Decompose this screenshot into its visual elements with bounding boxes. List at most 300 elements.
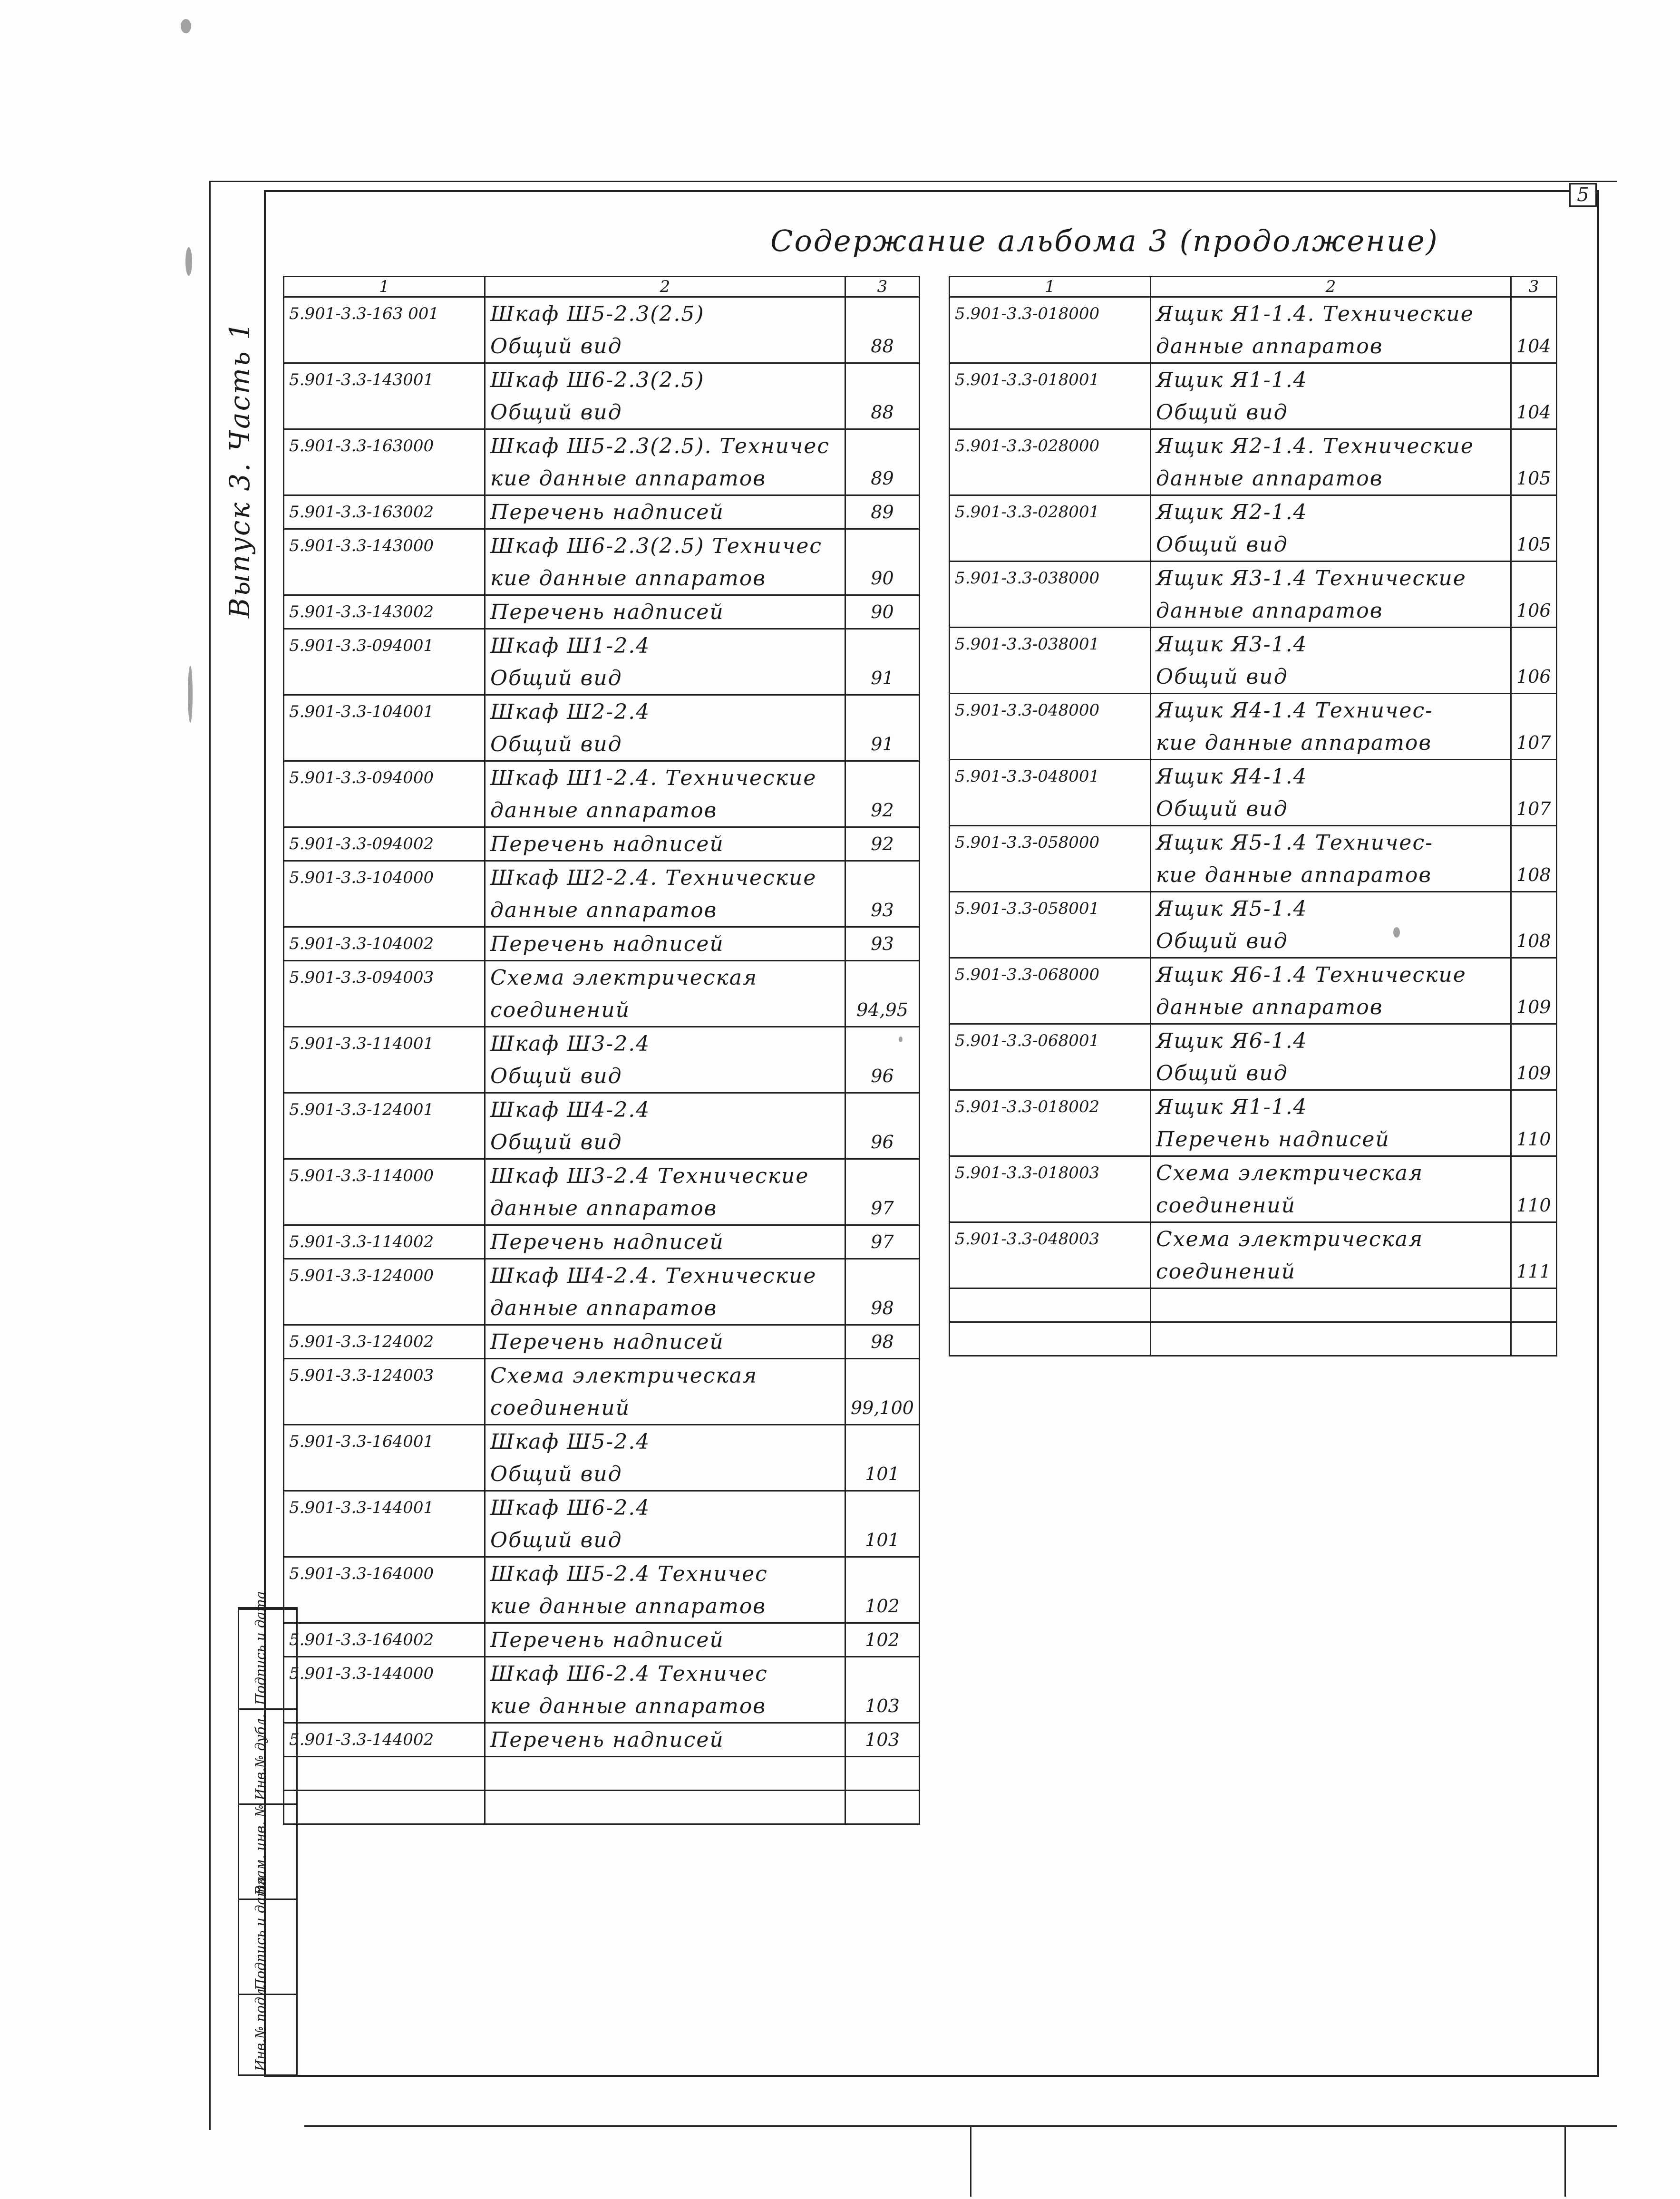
sheet-number-cell: 94,95 xyxy=(845,994,920,1027)
doc-code-cell xyxy=(284,1791,485,1824)
doc-name-cell: Шкаф Ш1-2.4. Технические xyxy=(485,761,845,794)
sheet-number-cell xyxy=(1511,1024,1557,1057)
sheet-number-cell: 106 xyxy=(1511,660,1557,694)
stamp-label: Инв.№ дубл. xyxy=(252,1714,268,1800)
doc-code-cell: 5.901-3.3-144000 xyxy=(284,1657,485,1690)
sheet-number-cell: 104 xyxy=(1511,330,1557,363)
doc-code-cell xyxy=(284,1060,485,1093)
toc-table-right xyxy=(949,276,1557,1356)
table-row xyxy=(284,1425,920,1458)
top-outer-line xyxy=(209,181,1617,182)
sheet-number-cell xyxy=(1511,1090,1557,1124)
doc-name-cell: Шкаф Ш5-2.3(2.5). Техничес xyxy=(485,429,845,463)
doc-code-cell: 5.901-3.3-144002 xyxy=(284,1723,485,1757)
toc-table-left xyxy=(283,276,920,1825)
stamp-cell xyxy=(239,1984,296,2071)
sheet-number-cell: 107 xyxy=(1511,793,1557,826)
doc-code-cell: 5.901-3.3-163002 xyxy=(284,495,485,529)
doc-name-cell: соединений xyxy=(1151,1255,1511,1288)
sheet-number-cell: 103 xyxy=(845,1690,920,1723)
doc-name-cell: данные аппаратов xyxy=(1151,462,1511,495)
doc-name-cell: соединений xyxy=(1151,1189,1511,1222)
doc-name-cell: Общий вид xyxy=(485,728,845,761)
doc-name-cell: Перечень надписей xyxy=(485,1623,845,1657)
table-row xyxy=(284,429,920,463)
column-header: 3 xyxy=(845,277,920,297)
table-row xyxy=(284,728,920,761)
stamp-label: Подпись и дата xyxy=(252,1591,268,1705)
doc-code-cell: 5.901-3.3-164001 xyxy=(284,1425,485,1458)
table-row xyxy=(950,859,1557,892)
table-row xyxy=(950,760,1557,793)
sheet-number-cell xyxy=(845,1359,920,1392)
sheet-number-cell: 102 xyxy=(845,1590,920,1623)
table-row xyxy=(950,958,1557,991)
scan-speck xyxy=(185,247,192,276)
doc-code-cell xyxy=(950,991,1151,1024)
doc-code-cell: 5.901-3.3-124003 xyxy=(284,1359,485,1392)
table-row xyxy=(284,1723,920,1757)
table-row xyxy=(284,297,920,330)
stamp-cell xyxy=(239,1591,296,1705)
sheet-number-cell: 98 xyxy=(845,1292,920,1325)
table-row xyxy=(284,1623,920,1657)
table-row xyxy=(284,994,920,1027)
sheet-number-cell xyxy=(845,1757,920,1791)
stamp-cell xyxy=(239,1876,296,1990)
table-row xyxy=(950,1057,1557,1090)
sheet-number-cell xyxy=(845,1259,920,1292)
doc-code-cell xyxy=(284,994,485,1027)
table-row xyxy=(950,793,1557,826)
sheet-number-cell: 101 xyxy=(845,1458,920,1491)
table-row xyxy=(284,1657,920,1690)
doc-name-cell: Перечень надписей xyxy=(485,1325,845,1359)
doc-name-cell: Шкаф Ш3-2.4 xyxy=(485,1027,845,1060)
sheet-number-cell: 90 xyxy=(845,595,920,629)
doc-name-cell: Общий вид xyxy=(485,1524,845,1557)
doc-name-cell: Схема электрическая xyxy=(485,961,845,994)
sheet-number-cell: 97 xyxy=(845,1225,920,1259)
table-row xyxy=(284,1690,920,1723)
table-row xyxy=(284,794,920,827)
doc-code-cell: 5.901-3.3-048001 xyxy=(950,760,1151,793)
doc-code-cell: 5.901-3.3-094001 xyxy=(284,629,485,662)
sheet-number-cell xyxy=(845,1425,920,1458)
doc-code-cell xyxy=(284,1392,485,1425)
doc-name-cell: Ящик Я2-1.4. Технические xyxy=(1151,429,1511,463)
doc-code-cell: 5.901-3.3-048003 xyxy=(950,1222,1151,1256)
doc-name-cell: кие данные аппаратов xyxy=(1151,727,1511,760)
table-row xyxy=(284,1027,920,1060)
doc-code-cell: 5.901-3.3-124001 xyxy=(284,1093,485,1126)
doc-code-cell xyxy=(284,1192,485,1225)
table-row xyxy=(284,462,920,495)
doc-code-cell: 5.901-3.3-114002 xyxy=(284,1225,485,1259)
doc-code-cell xyxy=(950,330,1151,363)
doc-name-cell: кие данные аппаратов xyxy=(1151,859,1511,892)
column-header: 3 xyxy=(1511,277,1557,297)
table-row xyxy=(284,1392,920,1425)
doc-name-cell: Перечень надписей xyxy=(1151,1123,1511,1156)
table-row xyxy=(284,1159,920,1192)
doc-code-cell xyxy=(284,1590,485,1623)
doc-code-cell xyxy=(950,660,1151,694)
doc-code-cell xyxy=(284,330,485,363)
doc-code-cell xyxy=(950,727,1151,760)
doc-name-cell: Общий вид xyxy=(485,662,845,695)
table-row xyxy=(950,925,1557,958)
table-row xyxy=(284,894,920,927)
doc-code-cell xyxy=(950,1322,1151,1356)
sheet-number-cell: 110 xyxy=(1511,1189,1557,1222)
sheet-number-cell: 99,100 xyxy=(845,1392,920,1425)
doc-code-cell xyxy=(284,1757,485,1791)
doc-name-cell: Ящик Я1-1.4 xyxy=(1151,363,1511,397)
doc-name-cell xyxy=(1151,1288,1511,1322)
sheet-number-cell: 89 xyxy=(845,462,920,495)
sheet-number-cell xyxy=(1511,363,1557,397)
title-block-divider xyxy=(970,2125,971,2197)
table-row xyxy=(950,562,1557,595)
doc-name-cell xyxy=(485,1757,845,1791)
table-row xyxy=(284,595,920,629)
doc-name-cell: Шкаф Ш2-2.4 xyxy=(485,695,845,728)
sheet-number-cell xyxy=(845,429,920,463)
table-row xyxy=(950,1255,1557,1288)
sheet-number-cell xyxy=(845,1491,920,1524)
doc-name-cell: кие данные аппаратов xyxy=(485,1690,845,1723)
sheet-number-cell xyxy=(845,629,920,662)
sheet-number-cell xyxy=(1511,1322,1557,1356)
column-header: 2 xyxy=(1151,277,1511,297)
doc-name-cell: Шкаф Ш6-2.3(2.5) xyxy=(485,363,845,397)
table-row xyxy=(950,528,1557,562)
doc-name-cell: соединений xyxy=(485,1392,845,1425)
doc-code-cell: 5.901-3.3-124002 xyxy=(284,1325,485,1359)
sheet-number-cell xyxy=(1511,760,1557,793)
bottom-title-block xyxy=(304,2125,1617,2184)
doc-name-cell: кие данные аппаратов xyxy=(485,562,845,595)
page-title: Содержание альбома 3 (продолжение) xyxy=(770,223,1439,258)
doc-code-cell xyxy=(284,396,485,429)
table-row xyxy=(284,695,920,728)
table-row xyxy=(950,1156,1557,1190)
sheet-number-cell: 109 xyxy=(1511,1057,1557,1090)
sheet-number-cell xyxy=(845,861,920,894)
doc-name-cell: Перечень надписей xyxy=(485,827,845,861)
doc-name-cell: Перечень надписей xyxy=(485,1225,845,1259)
table-row xyxy=(284,1524,920,1557)
table-row xyxy=(950,1288,1557,1322)
sheet-number-cell: 96 xyxy=(845,1126,920,1159)
doc-name-cell: Шкаф Ш4-2.4 xyxy=(485,1093,845,1126)
table-row xyxy=(284,961,920,994)
sheet-number-cell xyxy=(1511,297,1557,330)
sheet-number-cell xyxy=(845,1027,920,1060)
doc-name-cell: Ящик Я5-1.4 Техничес- xyxy=(1151,826,1511,859)
doc-code-cell: 5.901-3.3-114001 xyxy=(284,1027,485,1060)
doc-name-cell: Схема электрическая xyxy=(1151,1222,1511,1256)
doc-name-cell: Ящик Я3-1.4 xyxy=(1151,628,1511,661)
sheet-number-cell: 89 xyxy=(845,495,920,529)
sheet-number-cell xyxy=(845,1093,920,1126)
table-row xyxy=(284,1126,920,1159)
sheet-number-cell xyxy=(845,1791,920,1824)
doc-name-cell: Шкаф Ш6-2.4 Техничес xyxy=(485,1657,845,1690)
sheet-number-cell: 90 xyxy=(845,562,920,595)
left-outer-line xyxy=(209,181,211,2130)
table-row xyxy=(284,827,920,861)
page-number: 5 xyxy=(1569,183,1597,207)
doc-name-cell: Ящик Я1-1.4. Технические xyxy=(1151,297,1511,330)
table-row xyxy=(950,429,1557,463)
doc-code-cell: 5.901-3.3-068000 xyxy=(950,958,1151,991)
doc-code-cell: 5.901-3.3-038000 xyxy=(950,562,1151,595)
doc-code-cell xyxy=(950,462,1151,495)
doc-name-cell: Общий вид xyxy=(1151,1057,1511,1090)
table-row xyxy=(284,1557,920,1590)
doc-name-cell: Шкаф Ш1-2.4 xyxy=(485,629,845,662)
table-row xyxy=(284,1093,920,1126)
sheet-number-cell: 105 xyxy=(1511,528,1557,562)
doc-code-cell: 5.901-3.3-144001 xyxy=(284,1491,485,1524)
doc-name-cell: данные аппаратов xyxy=(485,894,845,927)
doc-name-cell: Перечень надписей xyxy=(485,595,845,629)
table-row xyxy=(950,297,1557,330)
doc-name-cell: Шкаф Ш6-2.3(2.5) Техничес xyxy=(485,529,845,562)
doc-name-cell: Ящик Я6-1.4 Технические xyxy=(1151,958,1511,991)
doc-code-cell xyxy=(950,793,1151,826)
table-row xyxy=(284,629,920,662)
doc-code-cell: 5.901-3.3-018003 xyxy=(950,1156,1151,1190)
sheet-number-cell: 91 xyxy=(845,662,920,695)
doc-name-cell: Схема электрическая xyxy=(485,1359,845,1392)
sheet-number-cell: 92 xyxy=(845,827,920,861)
table-row xyxy=(950,892,1557,925)
doc-code-cell xyxy=(284,562,485,595)
doc-name-cell: Общий вид xyxy=(485,1458,845,1491)
doc-code-cell xyxy=(950,1288,1151,1322)
table-row xyxy=(284,529,920,562)
doc-code-cell xyxy=(284,1292,485,1325)
scan-speck xyxy=(181,19,191,33)
table-row xyxy=(950,826,1557,859)
doc-name-cell: Ящик Я3-1.4 Технические xyxy=(1151,562,1511,595)
doc-name-cell: Общий вид xyxy=(485,330,845,363)
table-header-row xyxy=(284,277,920,297)
sheet-number-cell: 93 xyxy=(845,927,920,961)
table-row xyxy=(284,1458,920,1491)
doc-name-cell: Ящик Я4-1.4 xyxy=(1151,760,1511,793)
table-row xyxy=(950,396,1557,429)
table-row xyxy=(284,495,920,529)
doc-code-cell: 5.901-3.3-164002 xyxy=(284,1623,485,1657)
table-header-row xyxy=(950,277,1557,297)
doc-code-cell: 5.901-3.3-094002 xyxy=(284,827,485,861)
doc-code-cell xyxy=(950,1123,1151,1156)
table-row xyxy=(950,1222,1557,1256)
sheet-number-cell: 106 xyxy=(1511,594,1557,628)
doc-code-cell: 5.901-3.3-094003 xyxy=(284,961,485,994)
doc-name-cell: Шкаф Ш3-2.4 Технические xyxy=(485,1159,845,1192)
table-row xyxy=(284,363,920,397)
sheet-number-cell xyxy=(845,695,920,728)
doc-name-cell: Общий вид xyxy=(1151,925,1511,958)
doc-code-cell: 5.901-3.3-068001 xyxy=(950,1024,1151,1057)
sheet-number-cell xyxy=(1511,628,1557,661)
doc-code-cell xyxy=(284,794,485,827)
sheet-number-cell: 109 xyxy=(1511,991,1557,1024)
sheet-number-cell xyxy=(845,761,920,794)
doc-code-cell: 5.901-3.3-104000 xyxy=(284,861,485,894)
table-row xyxy=(284,396,920,429)
doc-name-cell: Перечень надписей xyxy=(485,495,845,529)
table-row xyxy=(950,628,1557,661)
doc-name-cell: Общий вид xyxy=(485,1060,845,1093)
table-row xyxy=(284,927,920,961)
sheet-number-cell xyxy=(845,1159,920,1192)
doc-code-cell xyxy=(284,894,485,927)
table-row xyxy=(950,1024,1557,1057)
doc-code-cell: 5.901-3.3-124000 xyxy=(284,1259,485,1292)
doc-name-cell: Схема электрическая xyxy=(1151,1156,1511,1190)
doc-name-cell: данные аппаратов xyxy=(485,1192,845,1225)
table-row xyxy=(284,562,920,595)
doc-name-cell: Общий вид xyxy=(1151,793,1511,826)
doc-code-cell: 5.901-3.3-114000 xyxy=(284,1159,485,1192)
doc-code-cell: 5.901-3.3-018000 xyxy=(950,297,1151,330)
table-row xyxy=(950,1189,1557,1222)
doc-name-cell: Общий вид xyxy=(485,1126,845,1159)
sheet-number-cell: 108 xyxy=(1511,925,1557,958)
doc-name-cell: данные аппаратов xyxy=(485,794,845,827)
table-row xyxy=(284,761,920,794)
doc-name-cell: данные аппаратов xyxy=(1151,330,1511,363)
sheet-number-cell: 105 xyxy=(1511,462,1557,495)
table-row xyxy=(284,330,920,363)
table-row xyxy=(284,1359,920,1392)
table-row xyxy=(950,462,1557,495)
doc-name-cell xyxy=(1151,1322,1511,1356)
doc-name-cell: данные аппаратов xyxy=(1151,991,1511,1024)
doc-name-cell: Шкаф Ш6-2.4 xyxy=(485,1491,845,1524)
sheet-number-cell: 93 xyxy=(845,894,920,927)
table-row xyxy=(284,1292,920,1325)
doc-name-cell: Общий вид xyxy=(1151,396,1511,429)
table-row xyxy=(950,991,1557,1024)
table-row xyxy=(950,660,1557,694)
table-row xyxy=(284,662,920,695)
table-row xyxy=(950,727,1557,760)
sheet-number-cell xyxy=(1511,1156,1557,1190)
sheet-number-cell: 91 xyxy=(845,728,920,761)
sheet-number-cell: 104 xyxy=(1511,396,1557,429)
doc-code-cell: 5.901-3.3-143000 xyxy=(284,529,485,562)
table-row xyxy=(284,1325,920,1359)
doc-name-cell: данные аппаратов xyxy=(1151,594,1511,628)
sheet-number-cell xyxy=(1511,694,1557,727)
doc-code-cell xyxy=(284,662,485,695)
doc-code-cell xyxy=(950,396,1151,429)
doc-name-cell: Общий вид xyxy=(1151,660,1511,694)
column-header: 1 xyxy=(284,277,485,297)
table-row xyxy=(950,1090,1557,1124)
table-row xyxy=(284,1192,920,1225)
doc-code-cell: 5.901-3.3-143002 xyxy=(284,595,485,629)
sheet-number-cell: 103 xyxy=(845,1723,920,1757)
doc-code-cell xyxy=(950,594,1151,628)
sheet-number-cell xyxy=(845,297,920,330)
stamp-label: Взам. инв. № xyxy=(252,1804,268,1895)
stamp-cell xyxy=(239,1803,296,1895)
title-block-divider xyxy=(1564,2125,1566,2197)
table-row xyxy=(284,861,920,894)
doc-code-cell: 5.901-3.3-048000 xyxy=(950,694,1151,727)
table-row xyxy=(950,594,1557,628)
doc-code-cell: 5.901-3.3-028001 xyxy=(950,495,1151,529)
doc-code-cell: 5.901-3.3-104002 xyxy=(284,927,485,961)
column-header: 1 xyxy=(950,277,1151,297)
sheet-number-cell xyxy=(845,1657,920,1690)
doc-code-cell: 5.901-3.3-094000 xyxy=(284,761,485,794)
doc-name-cell: Общий вид xyxy=(485,396,845,429)
stamp-label: Инв.№ подл. xyxy=(252,1984,268,2071)
doc-code-cell: 5.901-3.3-164000 xyxy=(284,1557,485,1590)
approval-stamp xyxy=(238,1591,298,2076)
doc-name-cell: Шкаф Ш4-2.4. Технические xyxy=(485,1259,845,1292)
sheet-number-cell: 108 xyxy=(1511,859,1557,892)
sheet-number-cell xyxy=(1511,958,1557,991)
side-label: Выпуск 3. Часть 1 xyxy=(223,321,256,618)
doc-name-cell: данные аппаратов xyxy=(485,1292,845,1325)
doc-name-cell: Перечень надписей xyxy=(485,927,845,961)
table-row xyxy=(950,1322,1557,1356)
sheet-number-cell: 102 xyxy=(845,1623,920,1657)
doc-code-cell: 5.901-3.3-104001 xyxy=(284,695,485,728)
table-row xyxy=(950,330,1557,363)
sheet-number-cell: 96 xyxy=(845,1060,920,1093)
doc-code-cell: 5.901-3.3-038001 xyxy=(950,628,1151,661)
doc-name-cell: Общий вид xyxy=(1151,528,1511,562)
sheet-number-cell xyxy=(845,1557,920,1590)
doc-name-cell: Шкаф Ш5-2.4 Техничес xyxy=(485,1557,845,1590)
table-row xyxy=(950,694,1557,727)
doc-name-cell: Ящик Я6-1.4 xyxy=(1151,1024,1511,1057)
doc-name-cell: кие данные аппаратов xyxy=(485,1590,845,1623)
doc-code-cell xyxy=(950,1189,1151,1222)
table-row xyxy=(950,363,1557,397)
doc-code-cell xyxy=(950,859,1151,892)
doc-code-cell: 5.901-3.3-028000 xyxy=(950,429,1151,463)
doc-name-cell: Ящик Я4-1.4 Техничес- xyxy=(1151,694,1511,727)
sheet-number-cell xyxy=(1511,495,1557,529)
sheet-number-cell: 110 xyxy=(1511,1123,1557,1156)
table-row xyxy=(284,1060,920,1093)
doc-name-cell: Шкаф Ш2-2.4. Технические xyxy=(485,861,845,894)
sheet-number-cell xyxy=(845,961,920,994)
scan-speck xyxy=(188,666,193,723)
table-row xyxy=(950,1123,1557,1156)
doc-code-cell: 5.901-3.3-163000 xyxy=(284,429,485,463)
doc-name-cell: Ящик Я1-1.4 xyxy=(1151,1090,1511,1124)
sheet-number-cell: 88 xyxy=(845,330,920,363)
doc-code-cell: 5.901-3.3-163 001 xyxy=(284,297,485,330)
doc-name-cell: соединений xyxy=(485,994,845,1027)
doc-code-cell: 5.901-3.3-143001 xyxy=(284,363,485,397)
doc-code-cell xyxy=(284,1690,485,1723)
doc-code-cell xyxy=(950,925,1151,958)
